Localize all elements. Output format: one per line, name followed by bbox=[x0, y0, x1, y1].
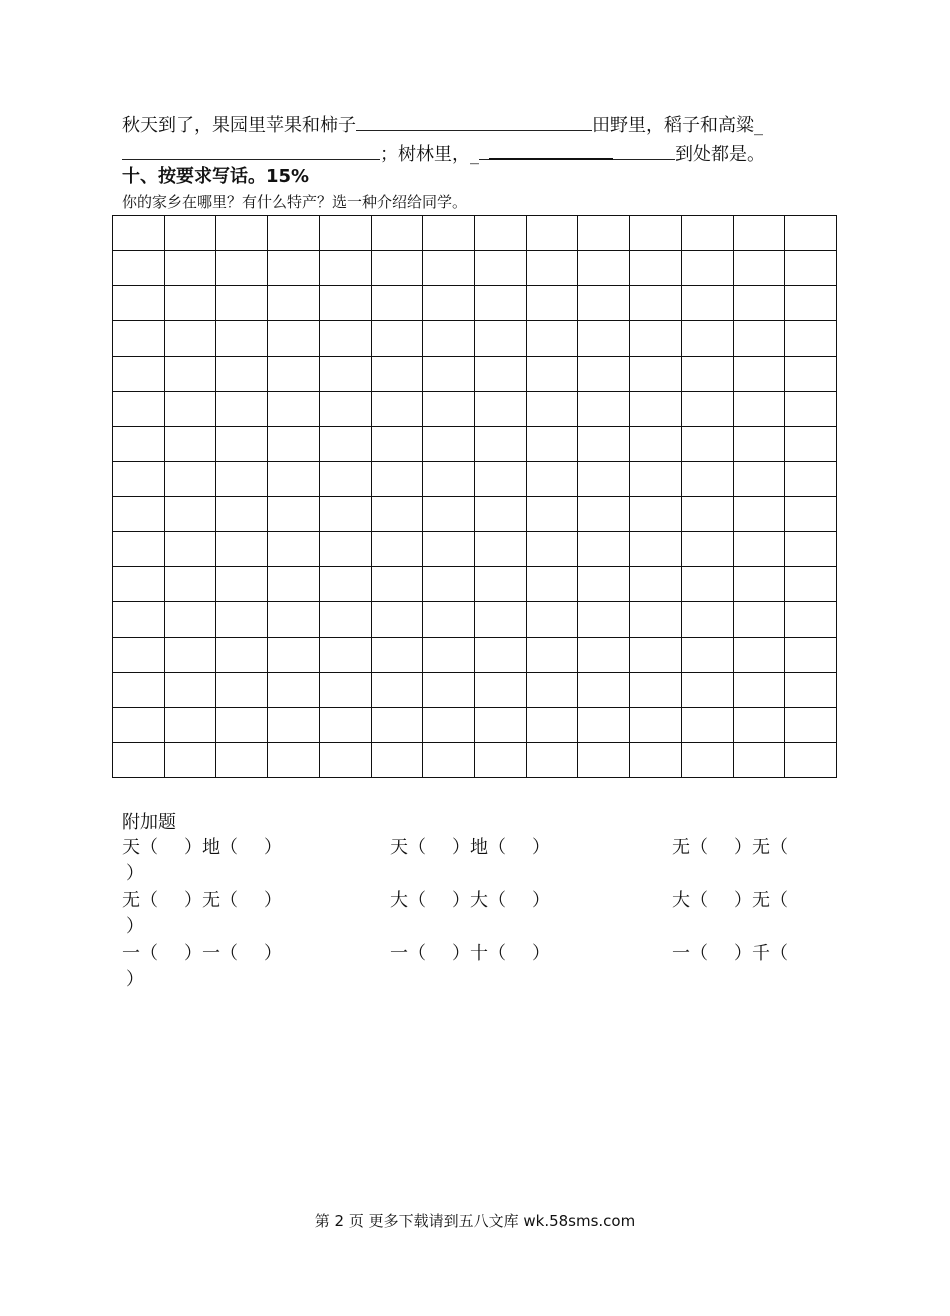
grid-cell[interactable] bbox=[216, 708, 268, 743]
sentence-part-3: ；树林里， bbox=[380, 144, 470, 165]
grid-cell[interactable] bbox=[423, 532, 475, 567]
grid-cell[interactable] bbox=[216, 357, 268, 392]
grid-cell[interactable] bbox=[578, 497, 630, 532]
grid-cell[interactable] bbox=[165, 673, 217, 708]
answer-blank-3c[interactable] bbox=[613, 141, 675, 160]
grid-cell[interactable] bbox=[630, 743, 682, 778]
grid-cell[interactable] bbox=[630, 602, 682, 637]
grid-cell[interactable] bbox=[475, 286, 527, 321]
grid-cell[interactable] bbox=[113, 497, 165, 532]
grid-cell[interactable] bbox=[320, 532, 372, 567]
grid-cell[interactable] bbox=[734, 357, 786, 392]
grid-cell[interactable] bbox=[268, 673, 320, 708]
grid-cell[interactable] bbox=[630, 638, 682, 673]
grid-cell[interactable] bbox=[216, 638, 268, 673]
grid-cell[interactable] bbox=[268, 567, 320, 602]
grid-cell[interactable] bbox=[320, 251, 372, 286]
sentence-part-4: 到处都是。 bbox=[675, 144, 765, 165]
grid-cell[interactable] bbox=[320, 602, 372, 637]
grid-cell[interactable] bbox=[630, 462, 682, 497]
grid-cell[interactable] bbox=[423, 216, 475, 251]
grid-cell[interactable] bbox=[630, 392, 682, 427]
grid-cell[interactable] bbox=[785, 321, 837, 356]
grid-cell[interactable] bbox=[527, 427, 579, 462]
grid-cell[interactable] bbox=[423, 286, 475, 321]
grid-cell[interactable] bbox=[630, 673, 682, 708]
grid-cell[interactable] bbox=[423, 708, 475, 743]
grid-cell[interactable] bbox=[734, 673, 786, 708]
grid-cell[interactable] bbox=[372, 743, 424, 778]
grid-cell[interactable] bbox=[578, 532, 630, 567]
idiom-wrap: ） bbox=[126, 916, 144, 937]
grid-cell[interactable] bbox=[578, 216, 630, 251]
grid-cell[interactable] bbox=[165, 497, 217, 532]
grid-cell[interactable] bbox=[734, 743, 786, 778]
grid-cell[interactable] bbox=[372, 216, 424, 251]
grid-cell[interactable] bbox=[372, 392, 424, 427]
grid-cell[interactable] bbox=[268, 497, 320, 532]
grid-cell[interactable] bbox=[268, 392, 320, 427]
grid-cell[interactable] bbox=[216, 251, 268, 286]
answer-blank-2[interactable] bbox=[122, 141, 380, 160]
grid-cell[interactable] bbox=[475, 321, 527, 356]
grid-cell[interactable] bbox=[216, 286, 268, 321]
grid-cell[interactable] bbox=[423, 392, 475, 427]
grid-cell[interactable] bbox=[216, 567, 268, 602]
grid-cell[interactable] bbox=[785, 392, 837, 427]
grid-cell[interactable] bbox=[578, 673, 630, 708]
grid-cell[interactable] bbox=[320, 427, 372, 462]
bonus-title: 附加题 bbox=[122, 812, 176, 833]
grid-cell[interactable] bbox=[320, 357, 372, 392]
grid-cell[interactable] bbox=[165, 392, 217, 427]
grid-cell[interactable] bbox=[320, 497, 372, 532]
sentence-part-1: 秋天到了，果园里苹果和柿子 bbox=[122, 115, 356, 136]
grid-cell[interactable] bbox=[268, 462, 320, 497]
grid-cell[interactable] bbox=[785, 251, 837, 286]
grid-cell[interactable] bbox=[268, 532, 320, 567]
grid-cell[interactable] bbox=[113, 321, 165, 356]
grid-cell[interactable] bbox=[268, 743, 320, 778]
grid-cell[interactable] bbox=[165, 462, 217, 497]
grid-cell[interactable] bbox=[320, 216, 372, 251]
grid-cell[interactable] bbox=[734, 497, 786, 532]
grid-cell[interactable] bbox=[682, 321, 734, 356]
grid-cell[interactable] bbox=[320, 321, 372, 356]
grid-cell[interactable] bbox=[527, 357, 579, 392]
grid-cell[interactable] bbox=[372, 532, 424, 567]
grid-cell[interactable] bbox=[682, 602, 734, 637]
grid-cell[interactable] bbox=[423, 567, 475, 602]
grid-cell[interactable] bbox=[423, 251, 475, 286]
grid-cell[interactable] bbox=[682, 216, 734, 251]
grid-cell[interactable] bbox=[682, 567, 734, 602]
grid-cell[interactable] bbox=[372, 321, 424, 356]
grid-cell[interactable] bbox=[682, 357, 734, 392]
grid-cell[interactable] bbox=[527, 216, 579, 251]
grid-cell[interactable] bbox=[527, 392, 579, 427]
grid-cell[interactable] bbox=[165, 743, 217, 778]
grid-cell[interactable] bbox=[734, 708, 786, 743]
grid-cell[interactable] bbox=[734, 286, 786, 321]
answer-blank-3b[interactable] bbox=[489, 140, 613, 160]
grid-cell[interactable] bbox=[216, 743, 268, 778]
grid-cell[interactable] bbox=[785, 216, 837, 251]
grid-cell[interactable] bbox=[475, 602, 527, 637]
grid-cell[interactable] bbox=[734, 216, 786, 251]
grid-cell[interactable] bbox=[113, 743, 165, 778]
grid-cell[interactable] bbox=[475, 216, 527, 251]
grid-cell[interactable] bbox=[423, 638, 475, 673]
grid-cell[interactable] bbox=[475, 357, 527, 392]
grid-cell[interactable] bbox=[372, 462, 424, 497]
grid-cell[interactable] bbox=[216, 392, 268, 427]
grid-cell[interactable] bbox=[113, 567, 165, 602]
grid-cell[interactable] bbox=[113, 286, 165, 321]
grid-cell[interactable] bbox=[785, 602, 837, 637]
grid-cell[interactable] bbox=[527, 497, 579, 532]
grid-cell[interactable] bbox=[682, 532, 734, 567]
grid-cell[interactable] bbox=[527, 567, 579, 602]
idiom-wrap: ） bbox=[126, 863, 144, 884]
grid-cell[interactable] bbox=[682, 497, 734, 532]
grid-cell[interactable] bbox=[578, 602, 630, 637]
idiom-wrap: ） bbox=[126, 969, 144, 990]
grid-cell[interactable] bbox=[527, 638, 579, 673]
grid-cell[interactable] bbox=[165, 567, 217, 602]
grid-cell[interactable] bbox=[372, 567, 424, 602]
grid-cell[interactable] bbox=[320, 462, 372, 497]
grid-cell[interactable] bbox=[682, 251, 734, 286]
grid-cell[interactable] bbox=[113, 427, 165, 462]
grid-cell[interactable] bbox=[785, 286, 837, 321]
grid-cell[interactable] bbox=[320, 286, 372, 321]
fill-sentence-line-1 bbox=[122, 112, 763, 138]
grid-cell[interactable] bbox=[578, 357, 630, 392]
answer-blank-1[interactable] bbox=[356, 112, 592, 131]
grid-cell[interactable] bbox=[785, 567, 837, 602]
grid-cell[interactable] bbox=[578, 427, 630, 462]
grid-cell[interactable] bbox=[527, 321, 579, 356]
grid-cell[interactable] bbox=[268, 638, 320, 673]
grid-cell[interactable] bbox=[216, 602, 268, 637]
grid-cell[interactable] bbox=[734, 567, 786, 602]
grid-cell[interactable] bbox=[527, 532, 579, 567]
grid-cell[interactable] bbox=[165, 251, 217, 286]
grid-cell[interactable] bbox=[216, 673, 268, 708]
grid-cell[interactable] bbox=[372, 638, 424, 673]
grid-cell[interactable] bbox=[320, 392, 372, 427]
grid-cell[interactable] bbox=[475, 567, 527, 602]
grid-cell[interactable] bbox=[423, 462, 475, 497]
grid-cell[interactable] bbox=[165, 321, 217, 356]
grid-cell[interactable] bbox=[682, 286, 734, 321]
grid-cell[interactable] bbox=[734, 251, 786, 286]
sentence-part-2: 田野里，稻子和高粱 bbox=[592, 115, 754, 136]
grid-cell[interactable] bbox=[423, 357, 475, 392]
grid-cell[interactable] bbox=[372, 357, 424, 392]
grid-cell[interactable] bbox=[578, 462, 630, 497]
grid-cell[interactable] bbox=[578, 743, 630, 778]
grid-cell[interactable] bbox=[216, 321, 268, 356]
grid-cell[interactable] bbox=[268, 251, 320, 286]
page-footer: 第 2 页 更多下载请到五八文库 wk.58sms.com bbox=[314, 1212, 636, 1230]
grid-cell[interactable] bbox=[682, 392, 734, 427]
grid-cell[interactable] bbox=[785, 673, 837, 708]
sentence-part-3-pre: _ bbox=[470, 144, 479, 165]
grid-cell[interactable] bbox=[734, 392, 786, 427]
grid-cell[interactable] bbox=[475, 532, 527, 567]
grid-cell[interactable] bbox=[423, 497, 475, 532]
grid-cell[interactable] bbox=[475, 427, 527, 462]
grid-cell[interactable] bbox=[630, 708, 682, 743]
grid-cell[interactable] bbox=[113, 357, 165, 392]
grid-cell[interactable] bbox=[268, 286, 320, 321]
idiom-item: 一（ ）千（ bbox=[672, 943, 788, 964]
grid-cell[interactable] bbox=[785, 743, 837, 778]
section-heading: 十、按要求写话。15% bbox=[122, 166, 310, 187]
grid-cell[interactable] bbox=[423, 321, 475, 356]
grid-cell[interactable] bbox=[682, 673, 734, 708]
grid-cell[interactable] bbox=[734, 638, 786, 673]
grid-cell[interactable] bbox=[578, 251, 630, 286]
grid-cell[interactable] bbox=[268, 708, 320, 743]
grid-cell[interactable] bbox=[475, 638, 527, 673]
grid-cell[interactable] bbox=[113, 638, 165, 673]
writing-grid[interactable] bbox=[112, 215, 837, 778]
grid-cell[interactable] bbox=[320, 673, 372, 708]
grid-cell[interactable] bbox=[268, 321, 320, 356]
grid-cell[interactable] bbox=[578, 392, 630, 427]
grid-cell[interactable] bbox=[423, 743, 475, 778]
grid-cell[interactable] bbox=[423, 673, 475, 708]
grid-cell[interactable] bbox=[113, 673, 165, 708]
grid-cell[interactable] bbox=[372, 602, 424, 637]
grid-cell[interactable] bbox=[372, 708, 424, 743]
grid-cell[interactable] bbox=[785, 532, 837, 567]
idiom-item: 大（ ）无（ bbox=[672, 890, 788, 911]
grid-cell[interactable] bbox=[475, 392, 527, 427]
grid-cell[interactable] bbox=[268, 602, 320, 637]
grid-cell[interactable] bbox=[216, 497, 268, 532]
grid-cell[interactable] bbox=[372, 673, 424, 708]
grid-cell[interactable] bbox=[113, 532, 165, 567]
grid-cell[interactable] bbox=[372, 286, 424, 321]
grid-cell[interactable] bbox=[682, 743, 734, 778]
grid-cell[interactable] bbox=[785, 427, 837, 462]
grid-cell[interactable] bbox=[630, 216, 682, 251]
grid-cell[interactable] bbox=[785, 708, 837, 743]
grid-cell[interactable] bbox=[113, 392, 165, 427]
grid-cell[interactable] bbox=[630, 251, 682, 286]
grid-cell[interactable] bbox=[320, 638, 372, 673]
grid-cell[interactable] bbox=[475, 673, 527, 708]
grid-cell[interactable] bbox=[372, 427, 424, 462]
idiom-item: 无（ ）无（ bbox=[672, 837, 788, 858]
grid-cell[interactable] bbox=[165, 427, 217, 462]
grid-cell[interactable] bbox=[320, 567, 372, 602]
grid-cell[interactable] bbox=[475, 462, 527, 497]
grid-cell[interactable] bbox=[113, 708, 165, 743]
grid-cell[interactable] bbox=[734, 321, 786, 356]
grid-cell[interactable] bbox=[423, 602, 475, 637]
grid-cell[interactable] bbox=[527, 462, 579, 497]
grid-cell[interactable] bbox=[630, 286, 682, 321]
grid-cell[interactable] bbox=[113, 462, 165, 497]
grid-cell[interactable] bbox=[734, 427, 786, 462]
grid-cell[interactable] bbox=[630, 567, 682, 602]
grid-cell[interactable] bbox=[630, 532, 682, 567]
grid-cell[interactable] bbox=[630, 427, 682, 462]
grid-cell[interactable] bbox=[578, 567, 630, 602]
grid-cell[interactable] bbox=[527, 251, 579, 286]
grid-cell[interactable] bbox=[682, 462, 734, 497]
grid-cell[interactable] bbox=[268, 357, 320, 392]
grid-cell[interactable] bbox=[527, 673, 579, 708]
grid-cell[interactable] bbox=[475, 743, 527, 778]
grid-cell[interactable] bbox=[630, 321, 682, 356]
grid-cell[interactable] bbox=[423, 427, 475, 462]
grid-cell[interactable] bbox=[113, 251, 165, 286]
idiom-item: 天（ ）地（ ） bbox=[122, 837, 282, 858]
grid-cell[interactable] bbox=[785, 638, 837, 673]
grid-cell[interactable] bbox=[682, 638, 734, 673]
grid-cell[interactable] bbox=[578, 286, 630, 321]
writing-prompt: 你的家乡在哪里？有什么特产？选一种介绍给同学。 bbox=[122, 193, 468, 211]
grid-cell[interactable] bbox=[113, 216, 165, 251]
grid-cell[interactable] bbox=[578, 321, 630, 356]
grid-cell[interactable] bbox=[216, 427, 268, 462]
idiom-item: 无（ ）无（ ） bbox=[122, 890, 282, 911]
grid-cell[interactable] bbox=[216, 532, 268, 567]
answer-blank-3a[interactable] bbox=[479, 141, 489, 160]
grid-cell[interactable] bbox=[630, 357, 682, 392]
grid-cell[interactable] bbox=[734, 462, 786, 497]
grid-cell[interactable] bbox=[630, 497, 682, 532]
grid-cell[interactable] bbox=[165, 357, 217, 392]
grid-cell[interactable] bbox=[320, 743, 372, 778]
grid-cell[interactable] bbox=[785, 497, 837, 532]
grid-cell[interactable] bbox=[475, 251, 527, 286]
sentence-part-2-tail: _ bbox=[754, 115, 763, 136]
grid-cell[interactable] bbox=[165, 708, 217, 743]
grid-cell[interactable] bbox=[682, 427, 734, 462]
grid-cell[interactable] bbox=[785, 462, 837, 497]
grid-cell[interactable] bbox=[527, 743, 579, 778]
grid-cell[interactable] bbox=[268, 427, 320, 462]
grid-cell[interactable] bbox=[372, 251, 424, 286]
grid-cell[interactable] bbox=[165, 532, 217, 567]
grid-cell[interactable] bbox=[372, 497, 424, 532]
grid-cell[interactable] bbox=[165, 602, 217, 637]
grid-cell[interactable] bbox=[475, 708, 527, 743]
idiom-item: 天（ ）地（ ） bbox=[390, 837, 550, 858]
grid-cell[interactable] bbox=[268, 216, 320, 251]
grid-cell[interactable] bbox=[527, 602, 579, 637]
idiom-item: 一（ ）十（ ） bbox=[390, 943, 550, 964]
grid-cell[interactable] bbox=[734, 532, 786, 567]
grid-cell[interactable] bbox=[113, 602, 165, 637]
grid-cell[interactable] bbox=[527, 286, 579, 321]
grid-cell[interactable] bbox=[527, 708, 579, 743]
idiom-item: 大（ ）大（ ） bbox=[390, 890, 550, 911]
grid-cell[interactable] bbox=[216, 462, 268, 497]
grid-cell[interactable] bbox=[165, 286, 217, 321]
grid-cell[interactable] bbox=[578, 638, 630, 673]
grid-cell[interactable] bbox=[734, 602, 786, 637]
grid-cell[interactable] bbox=[682, 708, 734, 743]
grid-cell[interactable] bbox=[475, 497, 527, 532]
idiom-item: 一（ ）一（ ） bbox=[122, 943, 282, 964]
grid-cell[interactable] bbox=[216, 216, 268, 251]
grid-cell[interactable] bbox=[165, 216, 217, 251]
grid-cell[interactable] bbox=[578, 708, 630, 743]
grid-cell[interactable] bbox=[785, 357, 837, 392]
grid-cell[interactable] bbox=[165, 638, 217, 673]
grid-cell[interactable] bbox=[320, 708, 372, 743]
